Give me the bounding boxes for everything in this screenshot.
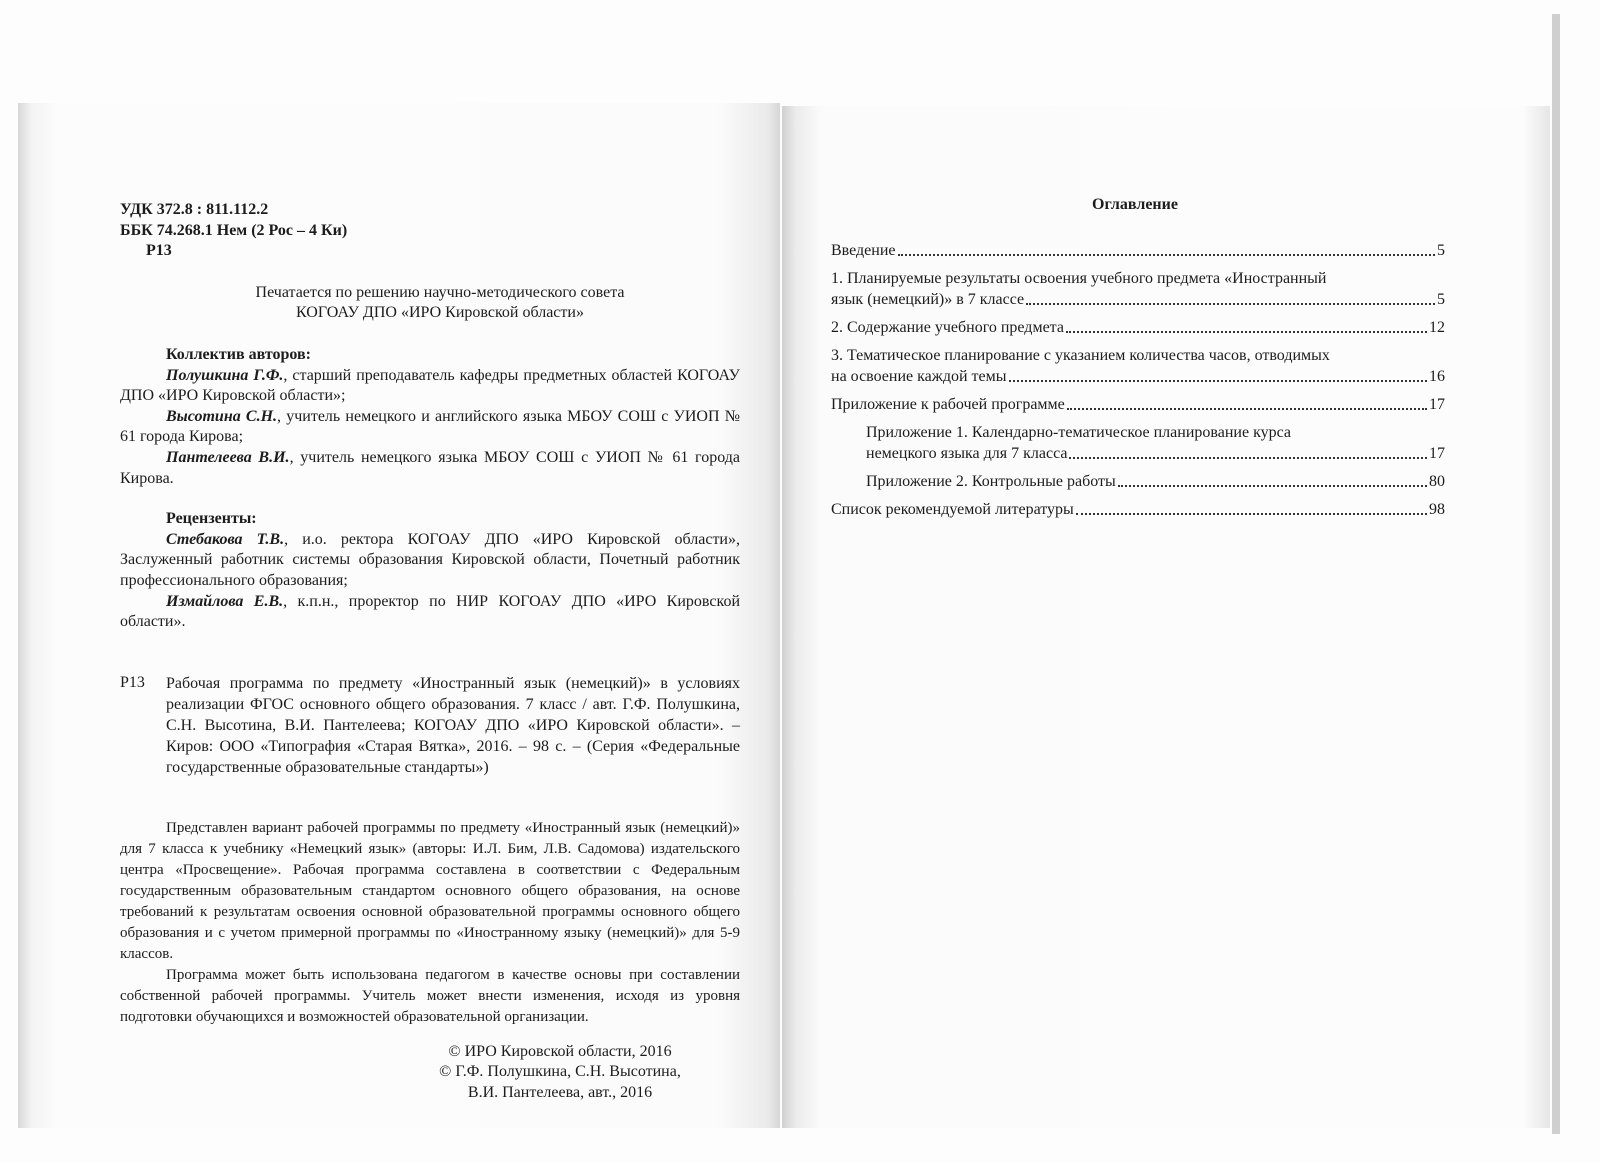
printed-by-line: КОГОАУ ДПО «ИРО Кировской области» [296, 304, 584, 322]
toc-entry-text: Список рекомендуемой литературы [831, 501, 1074, 518]
abstract [120, 818, 740, 1028]
reviewer: Измайлова Е.В., к.п.н., проректор по НИР КОГОАУ ДПО «ИРО Кировской области». [120, 592, 741, 631]
reviewers-heading: Рецензенты: [166, 510, 257, 528]
toc-entry-text: язык (немецкий)» в 7 классе [831, 291, 1025, 308]
toc-entry-text: на освоение каждой темы [831, 368, 1007, 385]
toc-title: Оглавление [1092, 196, 1178, 213]
dot-leader [1118, 485, 1427, 487]
printed-by [160, 283, 720, 324]
copyright-line: В.И. Пантелеева, авт., 2016 [467, 1083, 653, 1101]
page-edge [1552, 14, 1560, 1134]
toc-page-number: 5 [1437, 291, 1445, 308]
toc-page-number: 80 [1429, 473, 1445, 490]
printed-by-line: Печатается по решению научно-методического совета [255, 283, 625, 301]
toc-entry-text: 3. Тематическое планирование с указанием количества часов, отводимых [831, 347, 1330, 364]
author: Высотина С.Н., учитель немецкого и английского языка МБОУ СОШ с УИОП № 61 города Кирова; [120, 407, 741, 446]
copyright-line: © Г.Ф. Полушкина, С.Н. Высотина, [439, 1063, 681, 1081]
copyright-line: © ИРО Кировской области, 2016 [448, 1042, 672, 1060]
abstract-paragraph: Программа может быть использована педагогом в качестве основы при составлении собственной рабочей программы. Учитель может внести изменения, исходя из уровня подготовки обучающихся и возможностей образовательной организации. [120, 966, 740, 1025]
bibliographic-record: Рабочая программа по предмету «Иностранный язык (немецкий)» в условиях реализации ФГОС основного общего образования. 7 класс / авт. Г.Ф. Полушкина, С.Н. Высотина, В.И. Пантелеева; КОГОАУ ДПО «ИРО Кировской области». – Киров: ООО «Типография «Старая Вятка», 2016. – 98 с. – (Серия «Федеральные государственные образовательные стандарты») [166, 674, 740, 776]
toc-entry-text: 2. Содержание учебного предмета [831, 319, 1064, 336]
toc-page-number: 5 [1437, 242, 1445, 259]
reviewer: Стебакова Т.В., и.о. ректора КОГОАУ ДПО «ИРО Кировской области», Заслуженный работник системы образования Кировской области, Почетный работник профессионального образования; [120, 530, 740, 589]
authors-section [120, 345, 740, 633]
copyright [400, 1042, 720, 1104]
dot-leader [1069, 457, 1427, 459]
toc-entry[interactable] [831, 240, 1445, 261]
biblio-code: Р13 [120, 673, 145, 691]
dot-leader [1066, 331, 1427, 333]
toc-entry[interactable] [831, 317, 1445, 338]
author: Полушкина Г.Ф., старший преподаватель кафедры предметных областей КОГОАУ ДПО «ИРО Кировской области»; [120, 366, 740, 405]
dot-leader [1026, 303, 1435, 305]
toc-page-number: 17 [1429, 396, 1445, 413]
author: Пантелеева В.И., учитель немецкого языка МБОУ СОШ с УИОП № 61 города Кирова. [120, 448, 740, 487]
toc-entry[interactable] [866, 471, 1445, 492]
dot-leader [1009, 380, 1428, 382]
toc-entry-text: Введение [831, 242, 896, 259]
left-page-content [120, 200, 740, 1103]
table-of-contents [831, 240, 1445, 527]
toc-page-number: 17 [1429, 445, 1445, 462]
toc-page-number: 16 [1429, 368, 1445, 385]
udk: УДК 372.8 : 811.112.2 [120, 201, 269, 218]
dot-leader [1076, 513, 1427, 515]
toc-entry-text: Приложение 2. Контрольные работы [866, 473, 1116, 490]
toc-entry[interactable] [831, 345, 1445, 387]
toc-entry-text: 1. Планируемые результаты освоения учебного предмета «Иностранный [831, 270, 1327, 287]
toc-entry-text: Приложение 1. Календарно-тематическое планирование курса [866, 424, 1292, 441]
toc-entry[interactable] [866, 422, 1445, 464]
dot-leader [1067, 408, 1427, 410]
toc-page-number: 12 [1429, 319, 1445, 336]
toc-entry-text: немецкого языка для 7 класса [866, 445, 1068, 462]
toc-page-number: 98 [1429, 501, 1445, 518]
author-mark: Р13 [146, 242, 172, 260]
dot-leader [898, 254, 1436, 256]
bibliographic-block [120, 673, 740, 778]
abstract-paragraph: Представлен вариант рабочей программы по предмету «Иностранный язык (немецкий)» для 7 класса к учебнику «Немецкий язык» (авторы: И.Л. Бим, Л.В. Садомова) издательского центра «Просвещение». Рабочая программа составлена в соответствии с Федеральным государственным образовательным стандартом основного общего образования, на основе требований к результатам освоения основной образовательной программы основного общего образования и с учетом примерной программы по «Иностранному языку (немецкий)» для 5-9 классов. [120, 819, 740, 962]
toc-entry[interactable] [831, 268, 1445, 310]
toc-entry[interactable] [831, 499, 1445, 520]
authors-heading: Коллектив авторов: [166, 345, 311, 363]
bbk: ББК 74.268.1 Нем (2 Рос – 4 Ки) [120, 221, 348, 239]
toc-entry-text: Приложение к рабочей программе [831, 396, 1065, 413]
toc-entry[interactable] [831, 394, 1445, 415]
